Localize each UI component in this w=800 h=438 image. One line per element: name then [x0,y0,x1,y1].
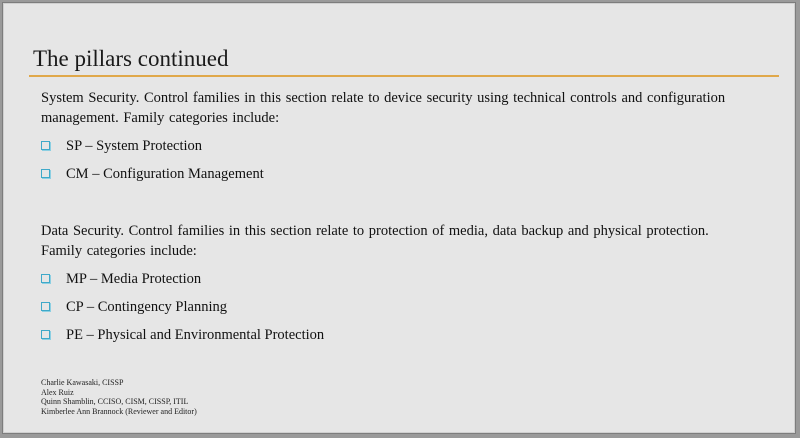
slide-frame [2,2,796,434]
square-bullet-icon [41,330,50,339]
list-item-label: PE – Physical and Environmental Protection [66,327,325,343]
credit-line: Quinn Shamblin, CCISO, CISM, CISSP, ITIL [41,397,189,406]
slide-title: The pillars continued [33,46,229,71]
credit-line: Charlie Kawasaki, CISSP [41,378,124,387]
title-divider [29,75,779,77]
list-item-label: CP – Contingency Planning [66,299,227,315]
list-item-label: MP – Media Protection [66,271,202,287]
square-bullet-icon [41,274,50,283]
credit-line: Alex Ruiz [41,387,74,397]
list-item-label: SP – System Protection [66,138,203,154]
square-bullet-icon [41,141,50,150]
list-item-label: CM – Configuration Management [66,166,264,182]
credit-line: Kimberlee Ann Brannock (Reviewer and Editor) [41,406,197,416]
system-security-paragraph: System Security. Control families in this section relate to device security using technical controls and configuration management. Family categories include: [41,90,726,126]
square-bullet-icon [41,302,50,311]
data-security-paragraph: Data Security. Control families in this section relate to protection of media, data backup and physical protection. Family categories include: [41,223,709,259]
author-credits [41,378,197,416]
square-bullet-icon [41,169,50,178]
